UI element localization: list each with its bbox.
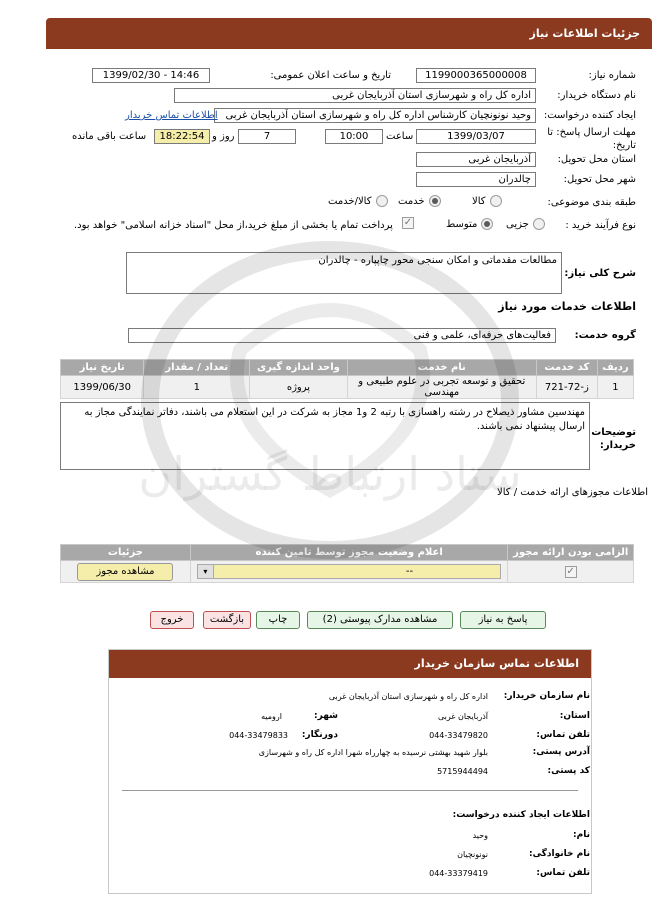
payment-note: پرداخت تمام یا بخشی از مبلغ خرید،از محل "اسناد خزانه اسلامی" خواهد بود. <box>74 220 393 231</box>
contact-postal-label: کد پستی: <box>547 766 590 776</box>
contact-postal: 5715944494 <box>437 767 488 776</box>
buyer-notes-textarea[interactable] <box>60 402 590 470</box>
remaining-label: ساعت باقی مانده <box>72 131 147 142</box>
contact-province-label: استان: <box>559 711 590 721</box>
radio-minor[interactable] <box>533 218 545 230</box>
services-table <box>60 359 634 399</box>
process-option-minor[interactable]: جزیی <box>506 218 545 230</box>
contact-phone-label: تلفن تماس: <box>536 730 590 740</box>
page-header <box>46 18 652 49</box>
creator-family-label: نام خانوادگی: <box>528 849 590 859</box>
cell-code: ز-72-721 <box>536 376 597 399</box>
buyer-notes-label: توضیحات خریدار: <box>591 427 636 451</box>
category-option-goods-service[interactable]: کالا/خدمت <box>328 195 388 207</box>
reply-button[interactable]: پاسخ به نیاز <box>460 611 546 629</box>
th-required: الزامی بودن ارائه مجوز <box>508 545 634 561</box>
hour-label: ساعت <box>386 131 414 142</box>
creator-phone-label: تلفن تماس: <box>536 868 590 878</box>
need-number-field: 1199000365000008 <box>416 68 536 83</box>
table-row <box>61 376 634 399</box>
contact-panel-title: اطلاعات تماس سازمان خریدار <box>109 650 591 678</box>
buyer-contact-panel <box>108 649 592 894</box>
radio-service[interactable] <box>429 195 441 207</box>
summary-text: مطالعات مقدماتی و امکان سنجی محور چاپپاره - چالدران <box>318 255 557 266</box>
announce-label: تاریخ و ساعت اعلان عمومی: <box>270 70 391 81</box>
print-button[interactable]: چاپ <box>256 611 300 629</box>
table-row <box>61 561 634 583</box>
contact-address-label: آدرس پستی: <box>532 747 590 757</box>
back-button[interactable]: بازگشت <box>203 611 251 629</box>
view-attachments-button[interactable]: مشاهده مدارک پیوستی (2) <box>307 611 453 629</box>
permit-required-checkbox[interactable]: ✓ <box>566 565 575 577</box>
contact-fax-label: دورنگار: <box>301 730 338 740</box>
radio-goods[interactable] <box>490 195 502 207</box>
contact-phone: 044-33479820 <box>429 731 488 740</box>
th-name: نام خدمت <box>347 360 536 376</box>
summary-label: شرح کلی نیاز: <box>564 268 636 279</box>
creator-info-title: اطلاعات ایجاد کننده درخواست: <box>452 810 590 820</box>
cell-date: 1399/06/30 <box>61 376 144 399</box>
th-status: اعلام وضعیت مجوز توسط تامین کننده <box>190 545 508 561</box>
contact-city-label: شهر: <box>314 711 338 721</box>
creator-name-label: نام: <box>573 830 590 840</box>
process-option-medium[interactable]: متوسط <box>446 218 493 230</box>
contact-city: ارومیه <box>261 712 282 721</box>
th-unit: واحد اندازه گیری <box>250 360 348 376</box>
permits-table <box>60 544 634 583</box>
cell-name: تحقیق و توسعه تجربی در علوم طبیعی و مهندسی <box>347 376 536 399</box>
payment-checkbox[interactable]: ✓ <box>403 217 413 228</box>
watermark-text: ستاد ارتباط گستران <box>138 447 522 501</box>
chevron-down-icon[interactable]: ▾ <box>198 565 214 578</box>
buyer-contact-link[interactable]: اطلاعات تماس خریدار <box>125 110 218 121</box>
th-qty: تعداد / مقدار <box>144 360 250 376</box>
creator-family: نونونچیان <box>457 850 488 859</box>
buyer-notes-text: مهندسین مشاور ذیصلاح در رشته راهسازی با رتبه 2 و1 مجاز به شرکت در این استعلام می باشند، دفاتر نمایندگی مجاز به ارسال پیشنهاد نمی باشند. <box>84 407 585 432</box>
service-group-label: گروه خدمت: <box>574 330 636 341</box>
creator-label: ایجاد کننده درخواست: <box>543 110 636 121</box>
remaining-time-field: 18:22:54 <box>154 129 210 144</box>
creator-name: وحید <box>472 831 488 840</box>
contact-org-label: نام سازمان خریدار: <box>503 691 590 701</box>
service-group-field: فعالیت‌های حرفه‌ای، علمی و فنی <box>128 328 556 343</box>
cell-qty: 1 <box>144 376 250 399</box>
contact-divider <box>122 790 578 791</box>
category-label: طبقه بندی موضوعی: <box>547 197 636 208</box>
radio-medium[interactable] <box>481 218 493 230</box>
permits-table-header <box>61 545 634 561</box>
cell-row: 1 <box>597 376 633 399</box>
deadline-label: مهلت ارسال پاسخ: تا تاریخ: <box>547 127 636 151</box>
contact-province: آذربایجان غربی <box>437 712 488 721</box>
contact-fax: 044-33479833 <box>229 731 288 740</box>
permits-title: اطلاعات مجوزهای ارائه خدمت / کالا <box>497 487 648 498</box>
creator-phone: 044-33379419 <box>429 869 488 878</box>
deadline-hour-field: 10:00 <box>325 129 383 144</box>
province-label: استان محل تحویل: <box>557 154 636 165</box>
contact-address: بلوار شهید بهشتی نرسیده به چهارراه شهرا اداره کل راه و شهرسازی <box>258 748 488 757</box>
view-permit-button[interactable]: مشاهده مجوز <box>77 563 173 581</box>
creator-field: وحید نونونچیان کارشناس اداره کل راه و شهرسازی استان آذربایجان غربی <box>214 108 536 123</box>
province-field: آذربایجان غربی <box>416 152 536 167</box>
days-label: روز و <box>212 131 235 142</box>
summary-textarea[interactable] <box>126 252 562 294</box>
th-details: جزئیات <box>61 545 191 561</box>
permit-status-value: -- <box>405 566 414 577</box>
services-table-header <box>61 360 634 376</box>
th-row: ردیف <box>597 360 633 376</box>
contact-org: اداره کل راه و شهرسازی استان آذربایجان غربی <box>328 692 488 701</box>
buyer-org-label: نام دستگاه خریدار: <box>557 90 636 101</box>
exit-button[interactable]: خروج <box>150 611 194 629</box>
category-option-service[interactable]: خدمت <box>398 195 441 207</box>
th-code: کد خدمت <box>536 360 597 376</box>
days-field: 7 <box>238 129 296 144</box>
deadline-date-field: 1399/03/07 <box>416 129 536 144</box>
services-section-title: اطلاعات خدمات مورد نیاز <box>498 300 636 313</box>
city-label: شهر محل تحویل: <box>563 174 636 185</box>
buyer-org-field: اداره کل راه و شهرسازی استان آذربایجان غربی <box>174 88 536 103</box>
announce-field: 1399/02/30 - 14:46 <box>92 68 210 83</box>
city-field: چالدران <box>416 172 536 187</box>
page-title: جزئیات اطلاعات نیاز <box>529 27 640 40</box>
need-number-label: شماره نیاز: <box>588 70 636 81</box>
permit-status-select[interactable] <box>197 564 502 579</box>
radio-goods-service[interactable] <box>376 195 388 207</box>
category-option-goods[interactable]: کالا <box>472 195 502 207</box>
cell-unit: پروژه <box>250 376 348 399</box>
th-date: تاریخ نیاز <box>61 360 144 376</box>
process-label: نوع فرآیند خرید : <box>565 220 636 231</box>
